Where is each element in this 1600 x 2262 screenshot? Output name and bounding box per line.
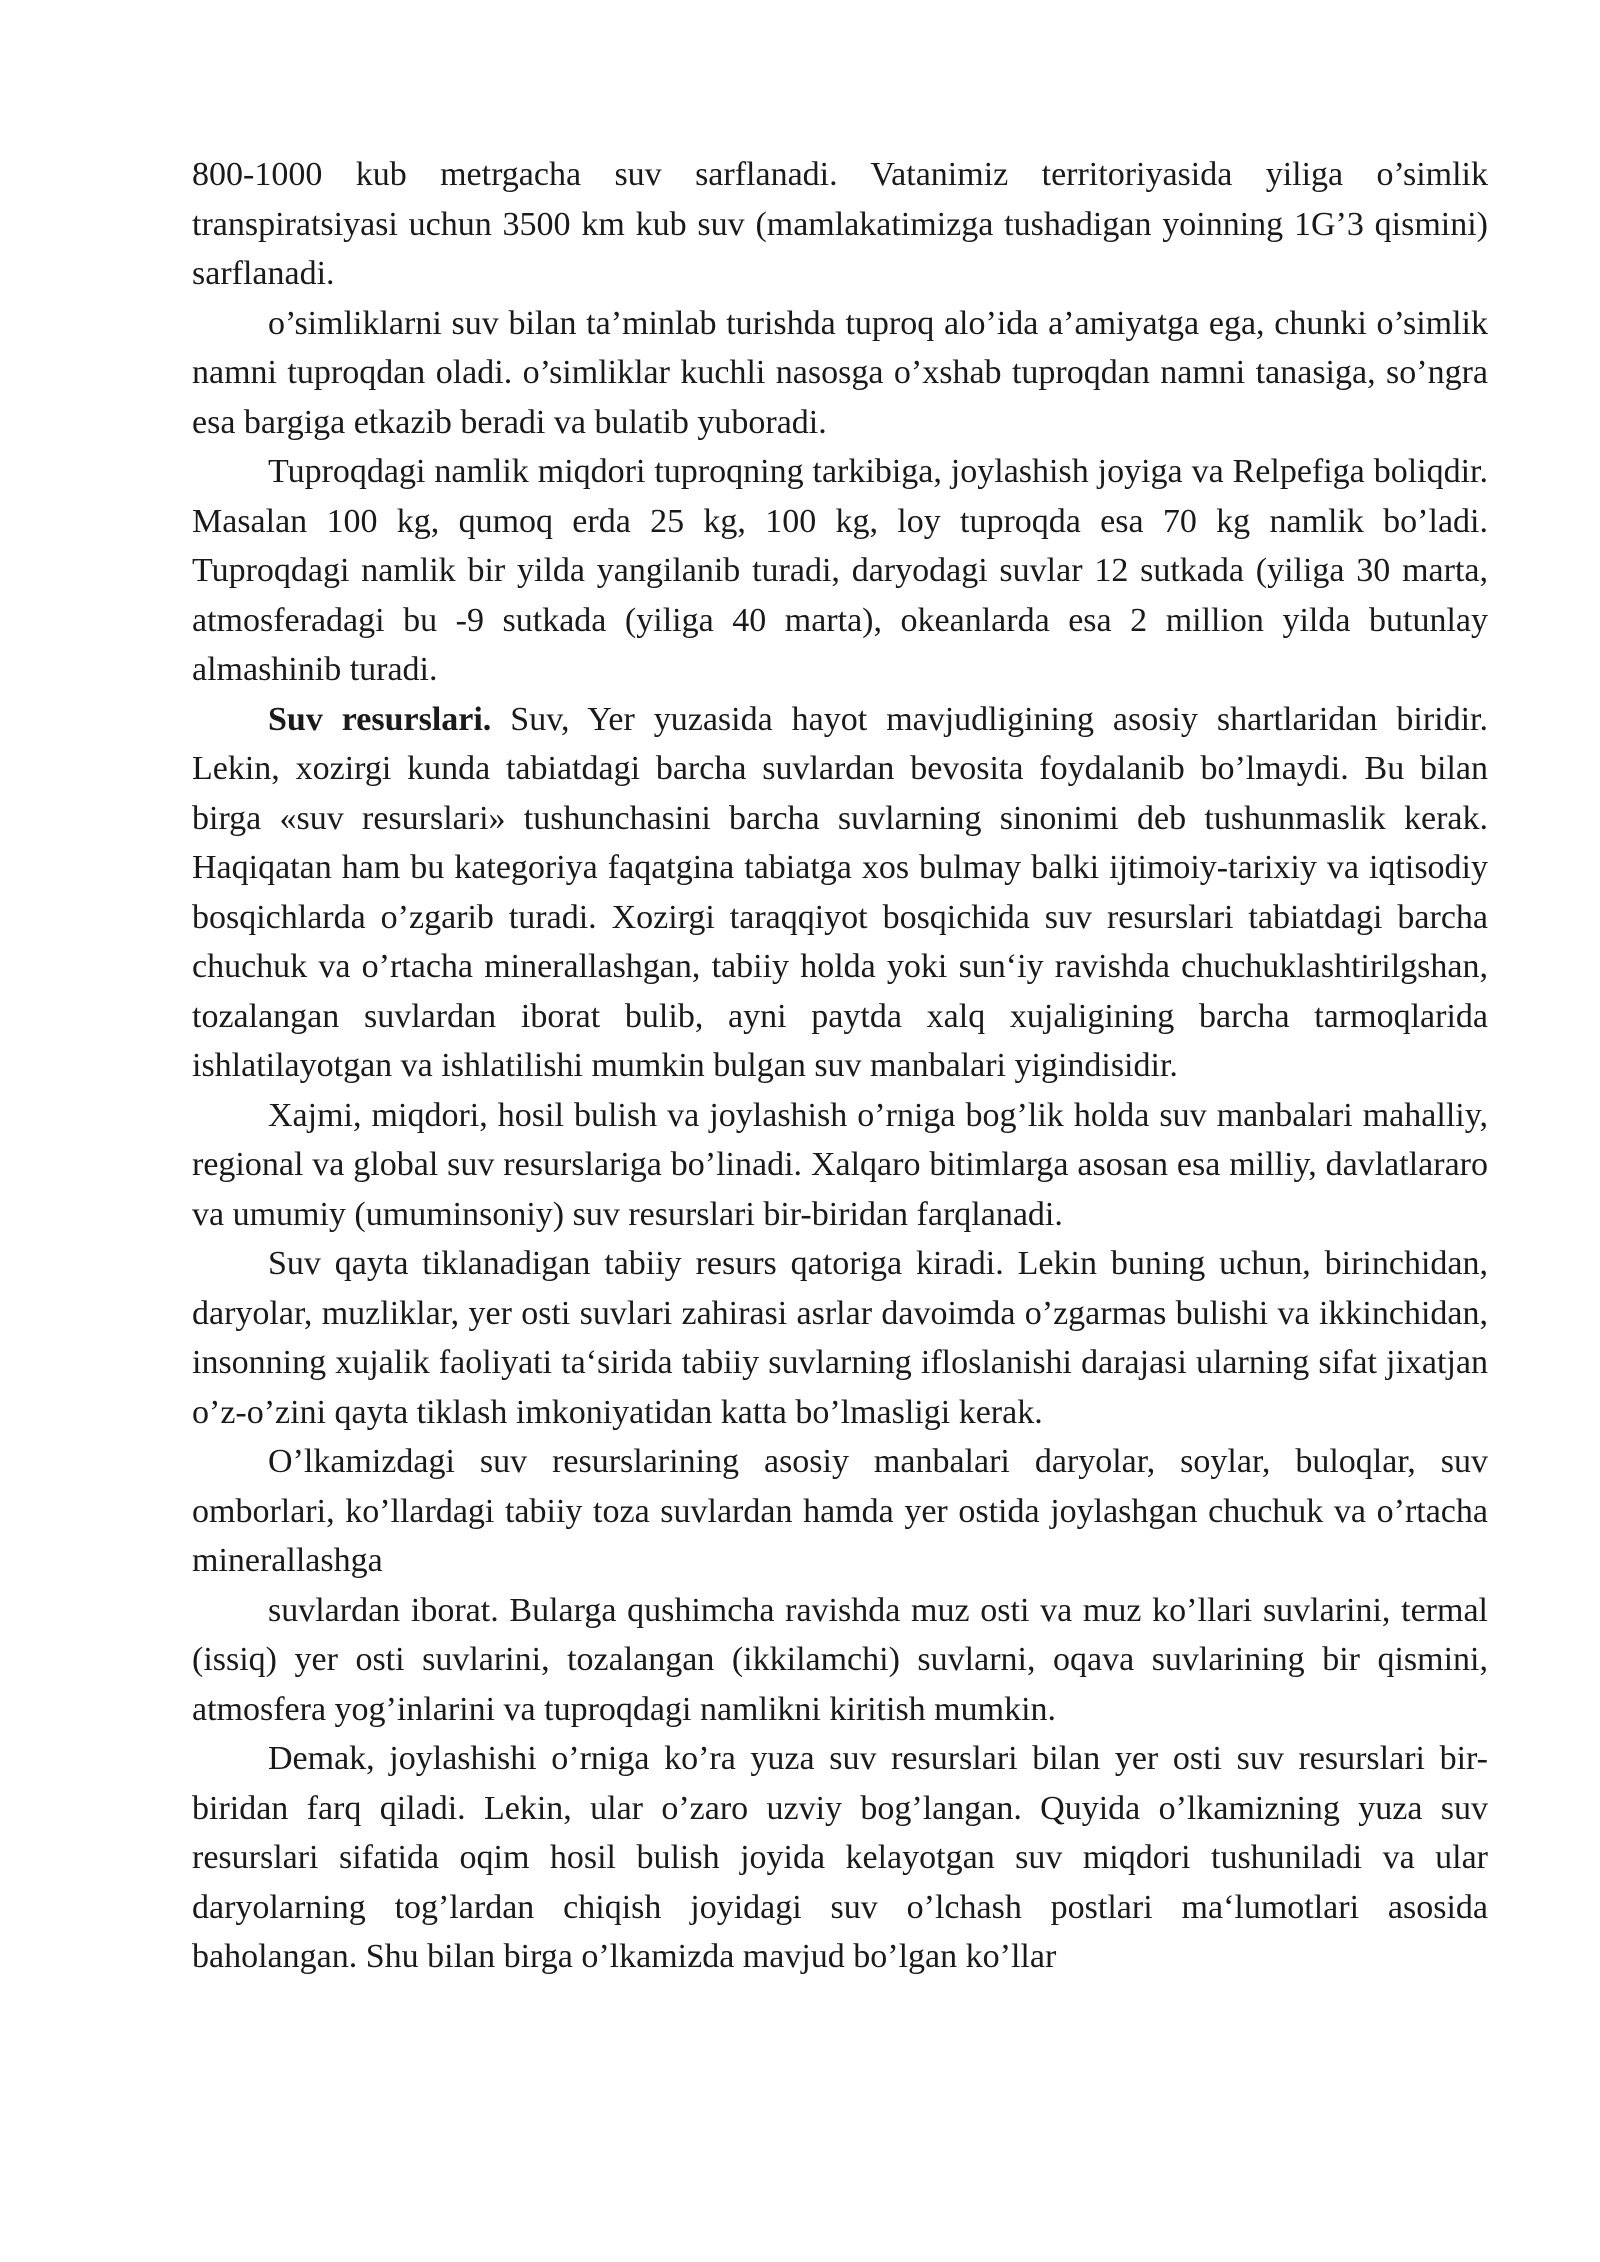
- paragraph-text: Suv qayta tiklanadigan tabiiy resurs qatoriga kiradi. Lekin buning uchun, birinchidan, daryolar, muzliklar, yer osti suvlari zahirasi asrlar davoimda o’zgarmas bulishi va ikkinchidan, insonning xujalik faoliyati ta‘sirida tabiiy suvlarning ifloslanishi darajasi ularning sifat jixatjan o’z-o’zini qayta tiklash imkoniyatidan katta bo’lmasligi kerak.: [192, 1245, 1488, 1431]
- paragraph-4: [192, 695, 1488, 1091]
- paragraph-3: [192, 447, 1488, 695]
- paragraph-8: [192, 1586, 1488, 1735]
- paragraph-1: [192, 150, 1488, 299]
- paragraph-5: [192, 1091, 1488, 1240]
- paragraph-text: O’lkamizdagi suv resurslarining asosiy manbalari daryolar, soylar, buloqlar, suv omborlari, ko’llardagi tabiiy toza suvlardan hamda yer ostida joylashgan chuchuk va o’rtacha minerallashga: [192, 1443, 1488, 1579]
- paragraph-7: [192, 1437, 1488, 1586]
- paragraph-6: [192, 1239, 1488, 1437]
- paragraph-text: Demak, joylashishi o’rniga ko’ra yuza suv resurslari bilan yer osti suv resurslari bir-biridan farq qiladi. Lekin, ular o’zaro uzviy bog’langan. Quyida o’lkamizning yuza suv resurslari sifatida oqim hosil bulish joyida kelayotgan suv miqdori tushuniladi va ular daryolarning tog’lardan chiqish joyidagi suv o’lchash postlari ma‘lumotlari asosida baholangan. Shu bilan birga o’lkamizda mavjud bo’lgan ko’llar: [192, 1740, 1488, 1975]
- paragraph-text: suvlardan iborat. Bularga qushimcha ravishda muz osti va muz ko’llari suvlarini, termal (issiq) yer osti suvlarini, tozalangan (ikkilamchi) suvlarni, oqava suvlarining bir qismini, atmosfera yog’inlarini va tuproqdagi namlikni kiritish mumkin.: [192, 1591, 1488, 1728]
- paragraph-text: Suv, Yer yuzasida hayot mavjudligining asosiy shartlaridan biridir. Lekin, xozirgi kunda tabiatdagi barcha suvlardan bevosita foydalanib bo’lmaydi. Bu bilan birga «suv resurslari» tushunchasini barcha suvlarning sinonimi deb tushunmaslik kerak. Haqiqatan ham bu kategoriya faqatgina tabiatga xos bulmay balki ijtimoiy-tarixiy va iqtisodiy bosqichlarda o’zgarib turadi. Xozirgi taraqqiyot bosqichida suv resurslari tabiatdagi barcha chuchuk va o’rtacha minerallashgan, tabiiy holda yoki sun‘iy ravishda chuchuklashtirilgshan, tozalangan suvlardan iborat bulib, ayni paytda xalq xujaligining barcha tarmoqlarida ishlatilayotgan va ishlatilishi mumkin bulgan suv manbalari yigindisidir.: [192, 700, 1488, 1084]
- paragraph-text: 800-1000 kub metrgacha suv sarflanadi. Vatanimiz territoriyasida yiliga o’simlik transpiratsiyasi uchun 3500 km kub suv (mamlakatimizga tushadigan yoinning 1G’3 qismini) sarflanadi.: [192, 156, 1488, 292]
- paragraph-text: Tuproqdagi namlik miqdori tuproqning tarkibiga, joylashish joyiga va Relpefiga boliqdir. Masalan 100 kg, qumoq erda 25 kg, 100 kg, loy tuproqda esa 70 kg namlik bo’ladi. Tuproqdagi namlik bir yilda yangilanib turadi, daryodagi suvlar 12 sutkada (yiliga 30 marta, atmosferadagi bu -9 sutkada (yiliga 40 marta), okeanlarda esa 2 million yilda butunlay almashinib turadi.: [192, 453, 1488, 688]
- paragraph-9: [192, 1734, 1488, 1982]
- paragraph-text: o’simliklarni suv bilan ta’minlab turishda tuproq alo’ida a’amiyatga ega, chunki o’simlik namni tuproqdan oladi. o’simliklar kuchli nasosga o’xshab tuproqdan namni tanasiga, so’ngra esa bargiga etkazib beradi va bulatib yuboradi.: [192, 304, 1488, 441]
- document-page: [192, 150, 1488, 1982]
- paragraph-text: Xajmi, miqdori, hosil bulish va joylashish o’rniga bog’lik holda suv manbalari mahalliy, regional va global suv resurslariga bo’linadi. Xalqaro bitimlarga asosan esa milliy, davlatlararo va umumiy (umuminsoniy) suv resurslari bir-biridan farqlanadi.: [192, 1096, 1488, 1233]
- paragraph-2: [192, 299, 1488, 448]
- section-heading: Suv resurslari.: [268, 700, 492, 738]
